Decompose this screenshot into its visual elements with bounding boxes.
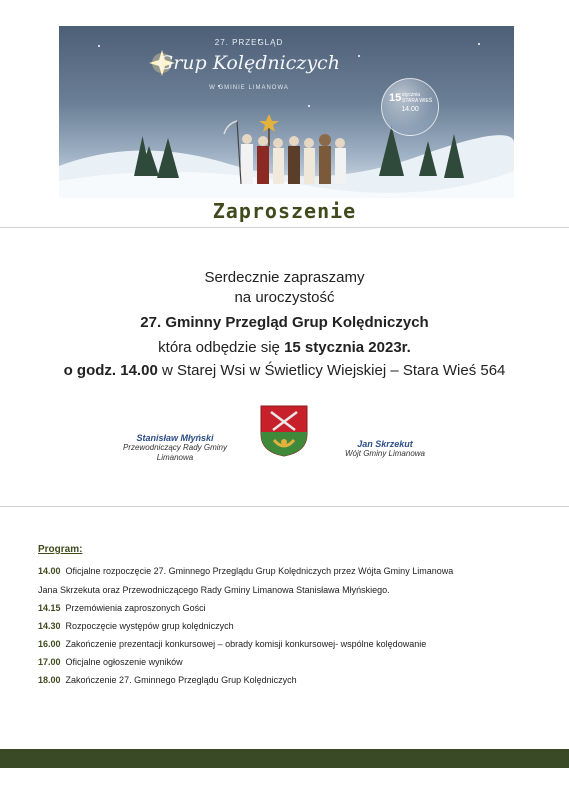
program-item-time: 14.00 — [38, 566, 61, 576]
signature-left-role2: Limanowa — [156, 453, 194, 462]
signature-right — [330, 439, 440, 459]
ornament-month-place — [402, 92, 432, 104]
invitation-line1: Serdecznie zapraszamy — [204, 269, 365, 286]
banner-subtitle: W GMINIE LIMANOWA — [209, 85, 289, 91]
program-item — [38, 585, 390, 595]
program-item — [38, 639, 426, 649]
program-item-text: Zakończenie prezentacji konkursowej – obrady komisji konkursowej- wspólne kolędowanie — [65, 639, 427, 649]
coat-of-arms-icon — [259, 404, 309, 458]
event-banner — [59, 26, 514, 198]
program-item-time: 14.15 — [38, 603, 61, 613]
signature-left — [100, 433, 250, 463]
program-item-text: Jana Skrzekuta oraz Przewodniczącego Rady Gminy Limanowa Stanisława Młyńskiego. — [38, 585, 390, 595]
program-item — [38, 621, 234, 631]
program-item-text: Oficjalne rozpoczęcie 27. Gminnego Przeglądu Grup Kolędniczych przez Wójta Gminy Limanowa — [65, 566, 454, 576]
program-item-text: Oficjalne ogłoszenie wyników — [65, 657, 183, 667]
program-item — [38, 657, 183, 667]
program-title: Program: — [38, 544, 83, 555]
program-item-time: 17.00 — [38, 657, 61, 667]
ornament-place: STARA WIEŚ — [402, 98, 433, 104]
ornament-day: 15 — [389, 92, 402, 104]
divider-middle — [0, 506, 569, 507]
event-location: w Starej Wsi w Świetlicy Wiejskiej – Stara Wieś 564 — [157, 362, 506, 379]
ornament-bauble — [381, 78, 439, 136]
invitation-location-line — [0, 362, 569, 379]
program-item-time: 16.00 — [38, 639, 61, 649]
event-date: 15 stycznia 2023r. — [284, 339, 411, 356]
program-item — [38, 566, 453, 576]
ornament-month: stycznia — [402, 92, 421, 98]
page-title: Zaproszenie — [212, 199, 357, 223]
program-item-text: Rozpoczęcie występów grup kolędniczych — [65, 621, 234, 631]
signature-right-role: Wójt Gminy Limanowa — [344, 449, 426, 458]
footer-bar — [0, 749, 569, 768]
program-item-text: Przemówienia zaproszonych Gości — [65, 603, 206, 613]
invitation-line2: na uroczystość — [234, 289, 335, 306]
ornament-time: 14.00 — [401, 106, 419, 113]
invitation-date-line — [0, 339, 569, 356]
banner-edition: 27. PRZEGLĄD — [214, 38, 284, 47]
signature-right-name: Jan Skrzekut — [357, 439, 413, 449]
banner-title: Grup Kolędniczych — [158, 52, 340, 74]
carolers-group-icon — [224, 114, 346, 184]
signature-left-role1: Przewodniczący Rady Gminy — [122, 443, 228, 452]
program-item — [38, 675, 297, 685]
date-prefix: która odbędzie się — [158, 339, 285, 356]
program-item-time: 18.00 — [38, 675, 61, 685]
program-item — [38, 603, 206, 613]
program-item-text: Zakończenie 27. Gminnego Przeglądu Grup Kolędniczych — [65, 675, 297, 685]
program-item-time: 14.30 — [38, 621, 61, 631]
signature-left-name: Stanisław Młyński — [136, 433, 214, 443]
divider-top — [0, 227, 569, 228]
event-time: o godz. 14.00 — [63, 362, 158, 379]
event-name: 27. Gminny Przegląd Grup Kolędniczych — [140, 314, 429, 331]
